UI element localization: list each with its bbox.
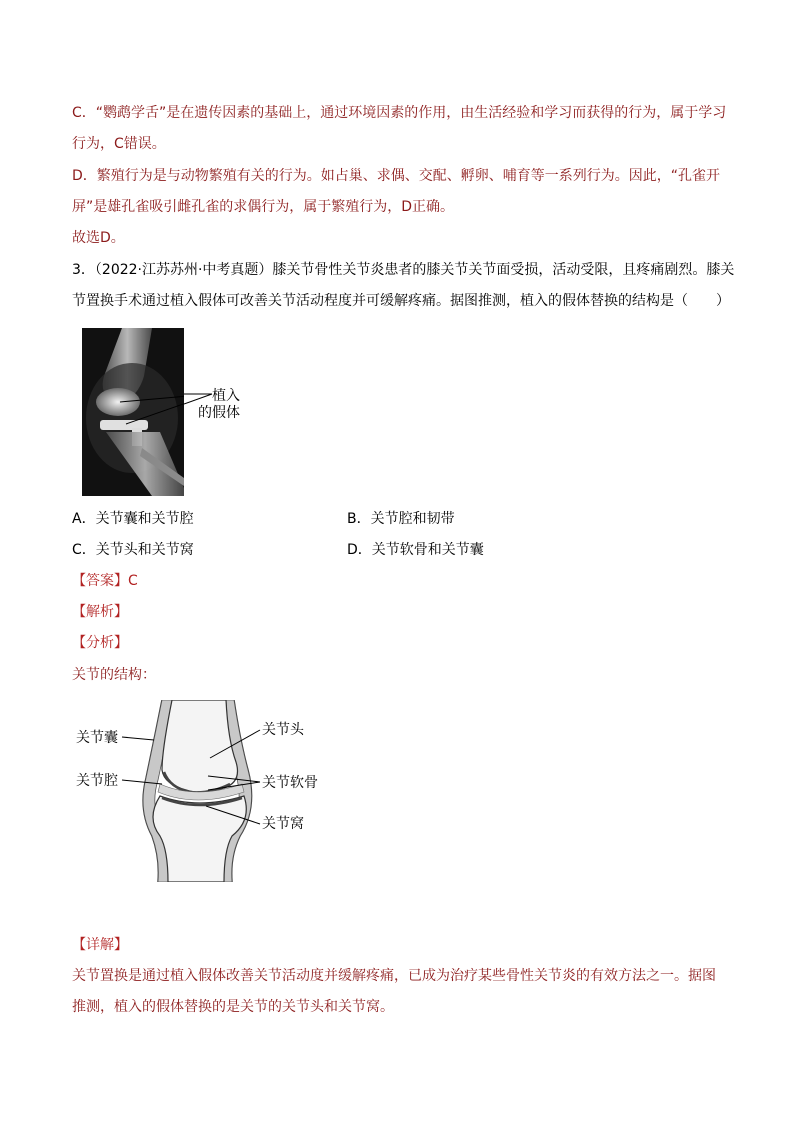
knee-xray-graphic bbox=[82, 328, 184, 496]
question-3-line1: 3．（2022·江苏苏州·中考真题）膝关节骨性关节炎患者的膝关节关节面受损，活动受限，且疼痛剧烈。膝关 bbox=[72, 262, 735, 278]
knee-xray-image bbox=[82, 328, 184, 496]
structure-title: 关节的结构： bbox=[72, 667, 156, 683]
choose-answer-line: 故选D。 bbox=[72, 230, 125, 246]
option-a: A．关节囊和关节腔 bbox=[72, 511, 194, 527]
option-c-explanation-line1: C．“鹦鹉学舌”是在遗传因素的基础上，通过环境因素的作用，由生活经验和学习而获得的行为，属于学习 bbox=[72, 105, 727, 121]
option-d: D．关节软骨和关节囊 bbox=[347, 542, 484, 558]
label-joint-cavity: 关节腔 bbox=[76, 773, 118, 789]
xray-label-line2: 的假体 bbox=[198, 405, 240, 421]
label-joint-socket: 关节窝 bbox=[262, 816, 304, 832]
option-c-explanation-line2: 行为，C错误。 bbox=[72, 136, 166, 152]
detail-heading: 【详解】 bbox=[72, 937, 128, 953]
option-c: C．关节头和关节窝 bbox=[72, 542, 194, 558]
detail-line2: 推测，植入的假体替换的是关节的关节头和关节窝。 bbox=[72, 999, 394, 1015]
label-joint-cartilage: 关节软骨 bbox=[262, 775, 318, 791]
fenxi-heading: 【分析】 bbox=[72, 635, 128, 651]
xray-label-line1: 植入 bbox=[212, 388, 240, 404]
label-joint-capsule: 关节囊 bbox=[76, 730, 118, 746]
analysis-heading: 【解析】 bbox=[72, 604, 128, 620]
question-3-line2: 节置换手术通过植入假体可改善关节活动程度并可缓解疼痛。据图推测，植入的假体替换的结构是（ ） bbox=[72, 293, 730, 309]
option-d-explanation-line2: 屏”是雄孔雀吸引雌孔雀的求偶行为，属于繁殖行为，D正确。 bbox=[72, 199, 455, 215]
diagram-pointer-lines bbox=[118, 720, 268, 832]
answer-line: 【答案】C bbox=[72, 573, 138, 589]
option-d-explanation-line1: D．繁殖行为是与动物繁殖有关的行为。如占巢、求偶、交配、孵卵、哺育等一系列行为。因此，“孔雀开 bbox=[72, 168, 721, 184]
detail-line1: 关节置换是通过植入假体改善关节活动度并缓解疼痛，已成为治疗某些骨性关节炎的有效方法之一。据图 bbox=[72, 968, 716, 984]
option-b: B．关节腔和韧带 bbox=[347, 511, 455, 527]
label-joint-head: 关节头 bbox=[262, 722, 304, 738]
